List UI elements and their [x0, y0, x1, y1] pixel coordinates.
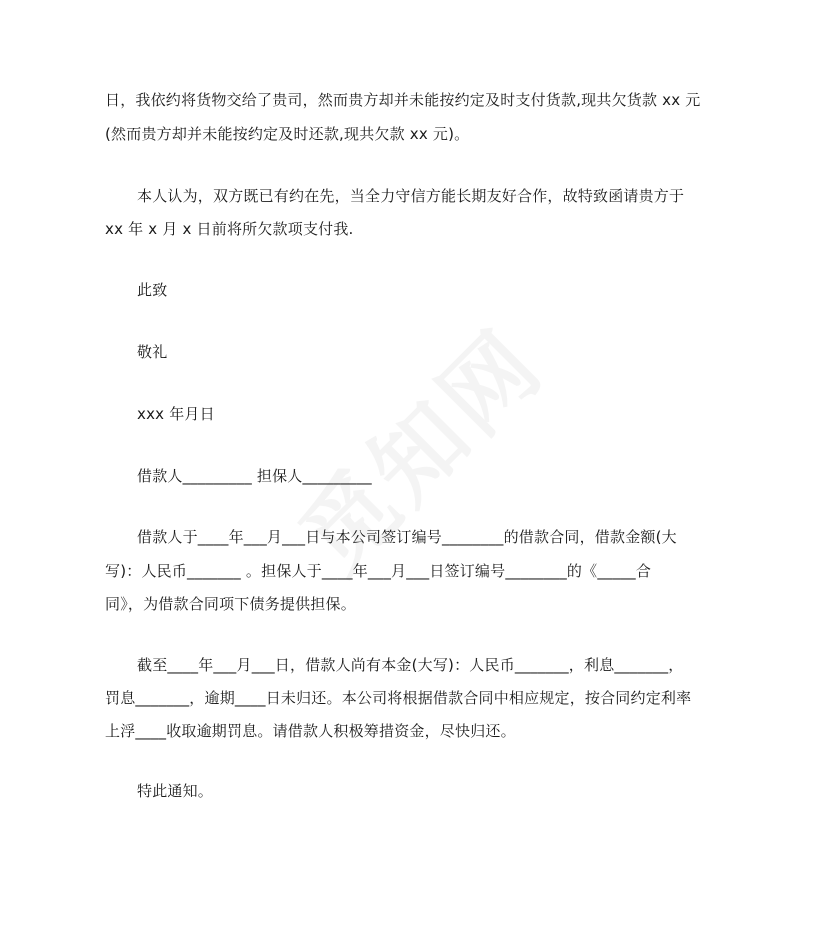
closing-line: 特此通知。	[137, 782, 214, 800]
paragraph-4-line-2: 罚息_______，逾期____日未归还。本公司将根据借款合同中相应规定，按合同约定利率	[105, 689, 692, 707]
paragraph-1-line-1: 日，我依约将货物交给了贵司，然而贵方却并未能按约定及时支付货款,现共欠货款 xx 元	[105, 91, 701, 109]
watermark	[266, 295, 567, 596]
signature-line: 借款人_________ 担保人_________	[137, 467, 372, 485]
salutation-cizhi: 此致	[137, 281, 168, 299]
paragraph-4-line-1: 截至____年___月___日，借款人尚有本金(大写)：人民币_______，利息_______，	[137, 656, 684, 674]
salutation-jingli: 敬礼	[137, 343, 168, 361]
paragraph-4-line-3: 上浮____收取逾期罚息。请借款人积极筹措资金，尽快归还。	[105, 722, 516, 740]
paragraph-2-line-2: xx 年 x 月 x 日前将所欠款项支付我.	[105, 220, 354, 238]
paragraph-1-line-2: (然而贵方却并未能按约定及时还款,现共欠款 xx 元)。	[105, 125, 470, 143]
paragraph-3-line-1: 借款人于____年___月___日与本公司签订编号________的借款合同，借款金额(大	[137, 528, 677, 546]
date-line: xxx 年月日	[137, 405, 215, 423]
paragraph-3-line-2: 写)：人民币_______ 。担保人于____年___月___日签订编号________的《_____合	[105, 562, 652, 580]
paragraph-2-line-1: 本人认为，双方既已有约在先，当全力守信方能长期友好合作，故特致函请贵方于	[137, 187, 685, 205]
paragraph-3-line-3: 同》，为借款合同项下债务提供担保。	[105, 595, 356, 613]
